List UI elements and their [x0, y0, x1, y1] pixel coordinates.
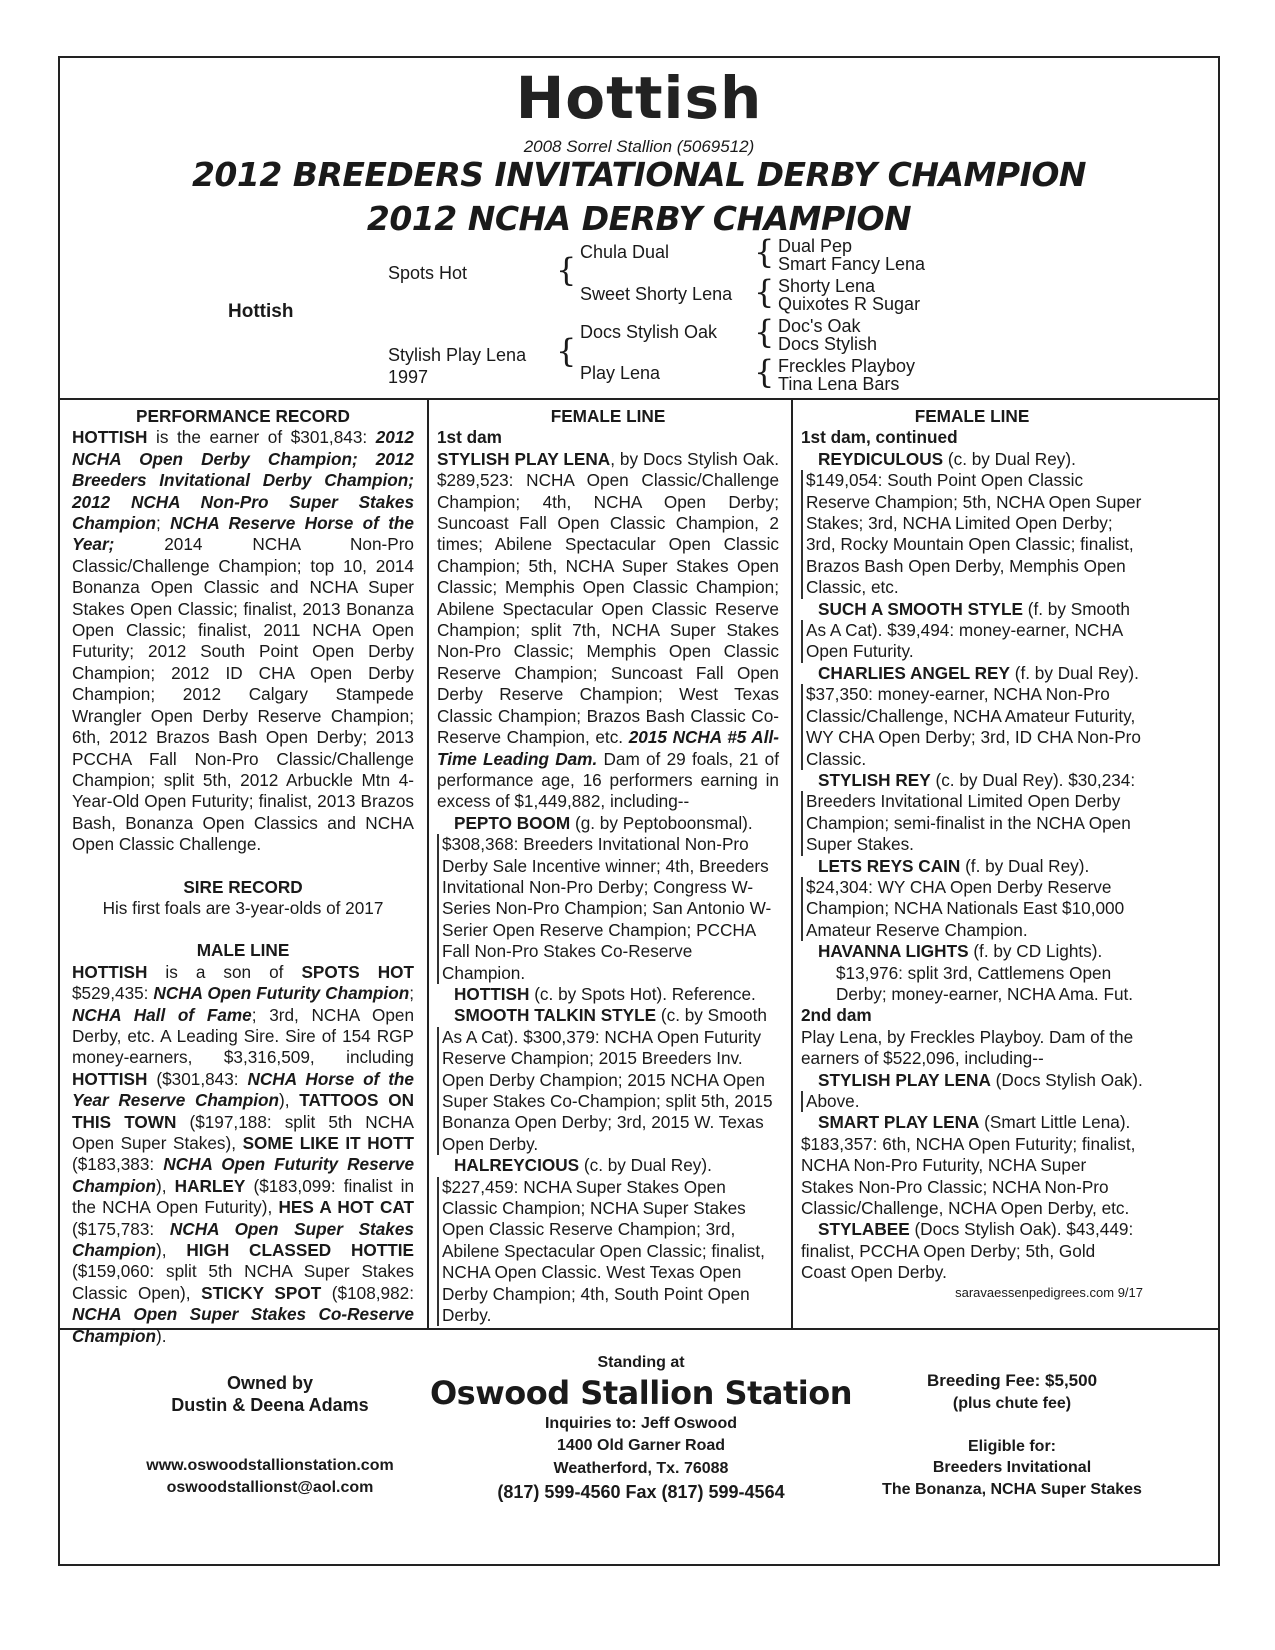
horse-subtitle: 2008 Sorrel Stallion (5069512) [523, 137, 755, 156]
pedigree-dds: Freckles Playboy [778, 356, 916, 376]
pedigree-sire-sire: Chula Dual [580, 242, 670, 262]
pedigree-dss: Doc's Oak [778, 316, 861, 336]
pedigree-dam-dam: Play Lena [580, 363, 661, 383]
breeding-fee-note: (plus chute fee) [952, 1395, 1072, 1412]
foal-entry: SMART PLAY LENA (Smart Little Lena). [818, 1112, 1131, 1133]
foal-details: $24,304: WY CHA Open Derby Reserve Champion; NCHA Nationals East $10,000 Amateur Reserve Champion. [801, 877, 1143, 941]
foal-entry: HAVANNA LIGHTS (f. by CD Lights). [818, 941, 1103, 962]
foal-entry: PEPTO BOOM (g. by Peptoboonsmal). [454, 812, 753, 833]
male-line-heading: MALE LINE [196, 940, 290, 961]
foal-details: $183,357: 6th, NCHA Open Futurity; finalist, NCHA Non-Pro Futurity, NCHA Super Stakes Non-Pro Classic; NCHA Non-Pro Classic/Challenge, NCHA Open Derby, etc. [801, 1133, 1136, 1219]
foal-entry: STYLISH PLAY LENA (Docs Stylish Oak). [818, 1069, 1143, 1090]
foal-entry: STYLABEE (Docs Stylish Oak). $43,449: [818, 1219, 1134, 1240]
foal-details: As A Cat). $39,494: money-earner, NCHA Open Futurity. [801, 620, 1143, 663]
brace-icon: { [754, 313, 775, 351]
brace-icon: { [556, 251, 577, 289]
first-dam-label: 1st dam [437, 427, 502, 448]
column-female-line [437, 406, 779, 1326]
pedigree-ssd: Smart Fancy Lena [778, 254, 926, 274]
standing-at-label: Standing at [597, 1354, 685, 1371]
foal-details: $13,976: split 3rd, Cattlemens Open Derby; money-earner, NCHA Ama. Fut. [836, 962, 1134, 1004]
column-divider [427, 398, 429, 1328]
owned-by-label: Owned by [226, 1373, 313, 1393]
pedigree-sdd: Quixotes R Sugar [778, 294, 921, 314]
foal-entry: CHARLIES ANGEL REY (f. by Dual Rey). [818, 662, 1139, 683]
pedigree-dsd: Docs Stylish [778, 334, 878, 354]
headline-ncha-derby: 2012 NCHA DERBY CHAMPION [366, 199, 912, 238]
second-dam-label: 2nd dam [801, 1005, 872, 1026]
pedigree-dam: Stylish Play Lena [388, 345, 527, 365]
first-dam-continued-label: 1st dam, continued [801, 427, 958, 448]
horse-title: Hottish [515, 64, 763, 132]
brace-icon: { [754, 233, 775, 271]
address-line-2: Weatherford, Tx. 76088 [553, 1460, 729, 1477]
pedigree-dam-sire: Docs Stylish Oak [580, 322, 718, 342]
credit-line: saravaessenpedigrees.com 9/17 [955, 1284, 1143, 1300]
sire-record-heading: SIRE RECORD [183, 876, 303, 897]
foal-entry: LETS REYS CAIN (f. by Dual Rey). [818, 855, 1090, 876]
pedigree-dam-year: 1997 [388, 367, 429, 387]
column-performance [72, 406, 414, 1347]
foal-entry: SMOOTH TALKIN STYLE (c. by Smooth [454, 1005, 767, 1026]
email-link[interactable]: oswoodstallionst@aol.com [166, 1479, 374, 1496]
address-line-1: 1400 Old Garner Road [556, 1437, 726, 1454]
performance-text: HOTTISH is the earner of $301,843: 2012 NCHA Open Derby Champion; 2012 Breeders Invitational Derby Champion; 2012 NCHA Non-Pro Super Stakes Champion; NCHA Reserve Horse of the Year; 2014 NCHA Non-Pro Classic/Challenge Champion; top 10, 2014 Bonanza Open Classic and NCHA Super Stakes Open Classic; finalist, 2013 Bonanza Open Classic; finalist, 2011 NCHA Open Futurity; 2012 South Point Open Derby Champion; 2012 ID CHA Open Derby Champion; 2012 Calgary Stampede Wrangler Open Derby Reserve Champion; 6th, 2012 Brazos Bash Open Derby; 2013 PCCHA Fall Non-Pro Classic/Challenge Champion; split 5th, 2012 Arbuckle Mtn 4-Year-Old Open Futurity; finalist, 2013 Brazos Bash, Bonanza Open Classics and NCHA Open Classic Challenge. [72, 427, 414, 855]
foal-entry: STYLISH REY (c. by Dual Rey). $30,234: [818, 769, 1136, 790]
male-line-text: HOTTISH is a son of SPOTS HOT $529,435: NCHA Open Futurity Champion; NCHA Hall of Fame; 3rd, NCHA Open Derby, etc. A Leading Sire. Sire of 154 RGP money-earners, $3,316,509, including HOTTISH ($301,843: NCHA Horse of the Year Reserve Champion), TATTOOS ON THIS TOWN ($197,188: split 5th NCHA Open Super Stakes), SOME LIKE IT HOTT ($183,383: NCHA Open Futurity Reserve Champion), HARLEY ($183,099: finalist in the NCHA Open Futurity), HES A HOT CAT ($175,783: NCHA Open Super Stakes Champion), HIGH CLASSED HOTTIE ($159,060: split 5th NCHA Super Stakes Classic Open), STICKY SPOT ($108,982: NCHA Open Super Stakes Co-Reserve Champion). [72, 961, 415, 1346]
foal-entry: HOTTISH (c. by Spots Hot). Reference. [454, 983, 756, 1004]
foal-details: $149,054: South Point Open Classic Reserve Champion; 5th, NCHA Open Super Stakes; 3rd, NCHA Limited Open Derby; 3rd, Rocky Mountain Open Classic; finalist, Brazos Bash Open Derby, Memphis Open Classic, etc. [801, 470, 1143, 598]
eligible-label: Eligible for: [968, 1438, 1056, 1455]
owners: Dustin & Deena Adams [171, 1395, 369, 1415]
pedigree-sss: Dual Pep [778, 236, 853, 256]
sire-record-text: His first foals are 3-year-olds of 2017 [102, 897, 384, 918]
foal-entry: HALREYCIOUS (c. by Dual Rey). [454, 1155, 712, 1176]
eligible-item-1: Breeders Invitational [932, 1459, 1092, 1476]
eligible-item-2: The Bonanza, NCHA Super Stakes [882, 1481, 1142, 1498]
phone-fax: (817) 599-4560 Fax (817) 599-4564 [497, 1482, 785, 1502]
performance-heading: PERFORMANCE RECORD [136, 406, 350, 426]
inquiries: Inquiries to: Jeff Oswood [544, 1415, 737, 1432]
foal-entry: REYDICULOUS (c. by Dual Rey). [818, 448, 1076, 469]
column-female-line-continued [801, 406, 1143, 1302]
foal-entry: SUCH A SMOOTH STYLE (f. by Smooth [818, 598, 1130, 619]
divider [60, 398, 1218, 400]
foal-details: Above. [801, 1091, 1143, 1112]
column-divider [791, 398, 793, 1328]
page-frame [58, 56, 1220, 1566]
foal-details: Breeders Invitational Limited Open Derby Champion; semi-finalist in the NCHA Open Super Stakes. [801, 791, 1143, 855]
foal-details: $308,368: Breeders Invitational Non-Pro Derby Sale Incentive winner; 4th, Breeders Invitational Non-Pro Derby; Congress W-Series Non-Pro Champion; San Antonio W-Serier Open Reserve Champion; PCCHA Fall Non-Pro Stakes Co-Reserve Champion. [437, 834, 779, 984]
station-name: Oswood Stallion Station [429, 1374, 853, 1412]
dam-record: STYLISH PLAY LENA, by Docs Stylish Oak. $289,523: NCHA Open Classic/Challenge Champion; 4th, NCHA Open Derby; Suncoast Fall Open Classic Champion, 2 times; Abilene Spectacular Open Classic Champion; 5th, NCHA Super Stakes Open Classic; Memphis Open Classic Champion; Abilene Spectacular Open Classic Reserve Champion; split 7th, NCHA Super Stakes Non-Pro Classic; Memphis Open Classic Reserve Champion; Suncoast Fall Open Derby Reserve Champion; West Texas Classic Champion; Brazos Bash Classic Co-Reserve Champion, etc. 2015 NCHA #5 All-Time Leading Dam. Dam of 29 foals, 21 of performance age, 16 performers earning in excess of $1,449,882, including-- [437, 448, 779, 812]
foal-details: finalist, PCCHA Open Derby; 5th, Gold Coast Open Derby. [801, 1240, 1096, 1283]
brace-icon: { [556, 332, 577, 370]
pedigree-sds: Shorty Lena [778, 276, 876, 296]
brace-icon: { [754, 353, 775, 391]
foal-details: $37,350: money-earner, NCHA Non-Pro Classic/Challenge, NCHA Amateur Futurity, WY CHA Open Derby; 3rd, ID CHA Non-Pro Classic. [801, 684, 1143, 770]
foal-details: $227,459: NCHA Super Stakes Open Classic Champion; NCHA Super Stakes Open Classic Reserve Champion; 3rd, Abilene Spectacular Open Classic; finalist, NCHA Open Classic. West Texas Open Derby Champion; 4th, South Point Open Derby. [437, 1177, 779, 1327]
female-line-heading: FEMALE LINE [550, 406, 666, 426]
pedigree-horse: Hottish [228, 301, 294, 322]
headline-derby-champion: 2012 BREEDERS INVITATIONAL DERBY CHAMPION [191, 155, 1087, 194]
pedigree-sire: Spots Hot [388, 263, 468, 283]
pedigree-ddd: Tina Lena Bars [778, 374, 900, 394]
breeding-fee: Breeding Fee: $5,500 [926, 1371, 1098, 1390]
website-link[interactable]: www.oswoodstallionstation.com [146, 1457, 394, 1474]
second-dam-text: Play Lena, by Freckles Playboy. Dam of the earners of $522,096, including-- [801, 1026, 1134, 1069]
pedigree-sire-dam: Sweet Shorty Lena [580, 284, 733, 304]
female-line-heading: FEMALE LINE [914, 406, 1030, 426]
brace-icon: { [754, 273, 775, 311]
foal-details: As A Cat). $300,379: NCHA Open Futurity Reserve Champion; 2015 Breeders Inv. Open Derby Champion; 2015 NCHA Open Super Stakes Co-Champion; split 5th, 2015 Bonanza Open Derby; 3rd, 2015 W. Texas Open Derby. [437, 1027, 779, 1155]
